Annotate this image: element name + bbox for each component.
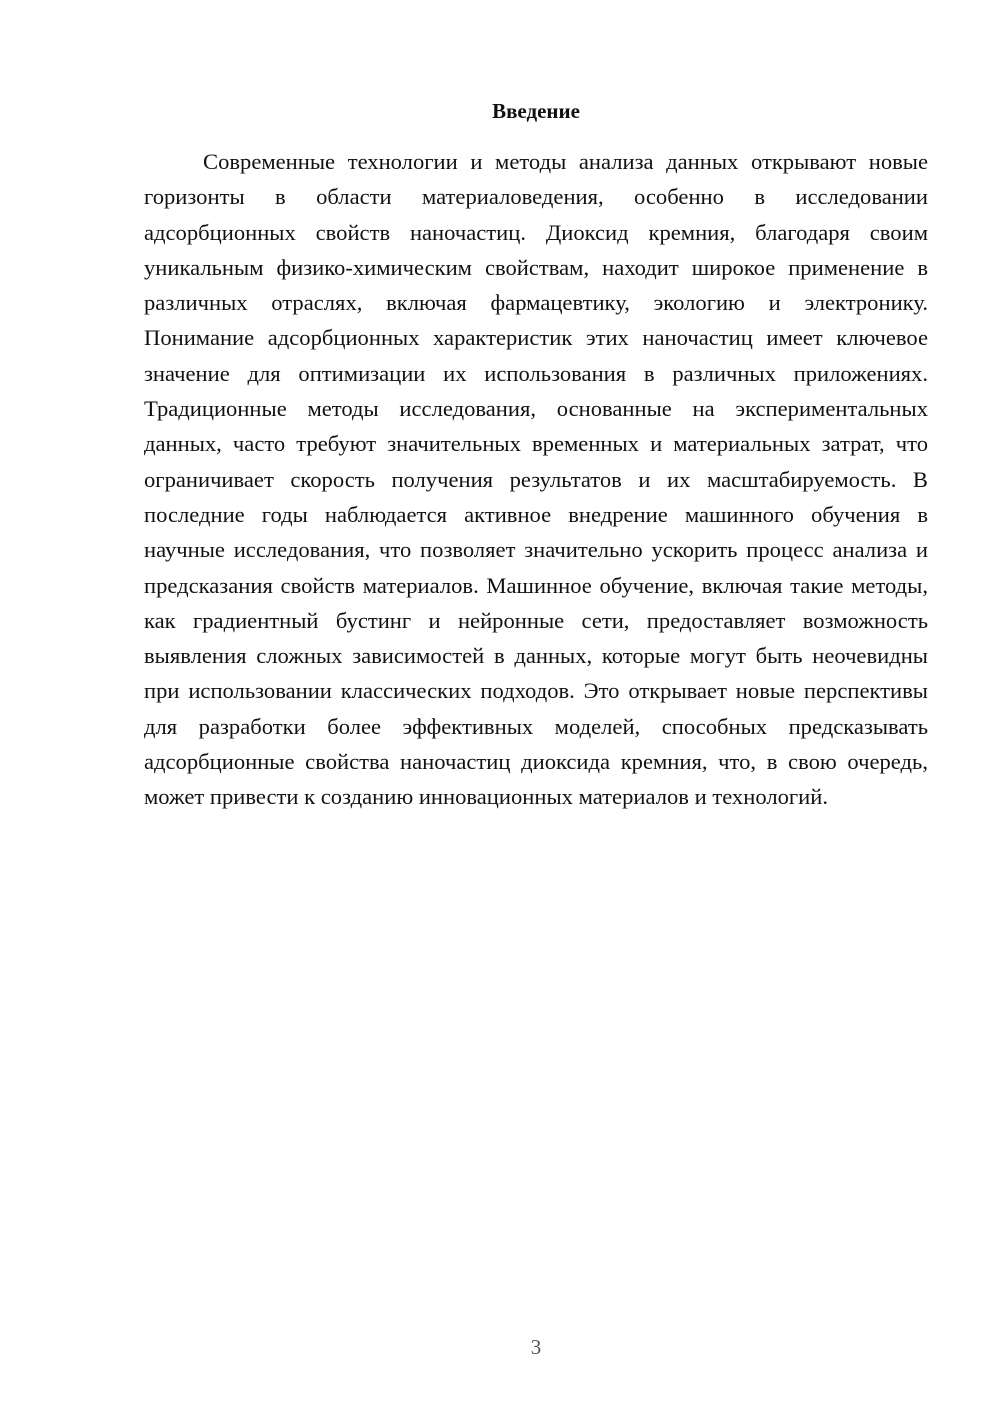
body-paragraph: Современные технологии и методы анализа данных открывают новые горизонты в области материаловедения, особенно в исследовании адсорбционных свойств наночастиц. Диоксид кремния, благодаря своим уникальным физико-химическим свойствам, находит широкое применение в различных отраслях, включая фармацевтику, экологию и электронику. Понимание адсорбционных характеристик этих наночастиц имеет ключевое значение для оптимизации их использования в различных приложениях. Традиционные методы исследования, основанные на экспериментальных данных, часто требуют значительных временных и материальных затрат, что ограничивает скорость получения результатов и их масштабируемость. В последние годы наблюдается активное внедрение машинного обучения в научные исследования, что позволяет значительно ускорить процесс анализа и предсказания свойств материалов. Машинное обучение, включая такие методы, как градиентный бустинг и нейронные сети, предоставляет возможность выявления сложных зависимостей в данных, которые могут быть неочевидны при использовании классических подходов. Это открывает новые перспективы для разработки более эффективных моделей, способных предсказывать адсорбционные свойства наночастиц диоксида кремния, что, в свою очередь, может привести к созданию инновационных материалов и технологий. bbox=[144, 149, 928, 810]
section-heading: Введение bbox=[492, 99, 580, 123]
page-number: 3 bbox=[530, 1335, 542, 1359]
